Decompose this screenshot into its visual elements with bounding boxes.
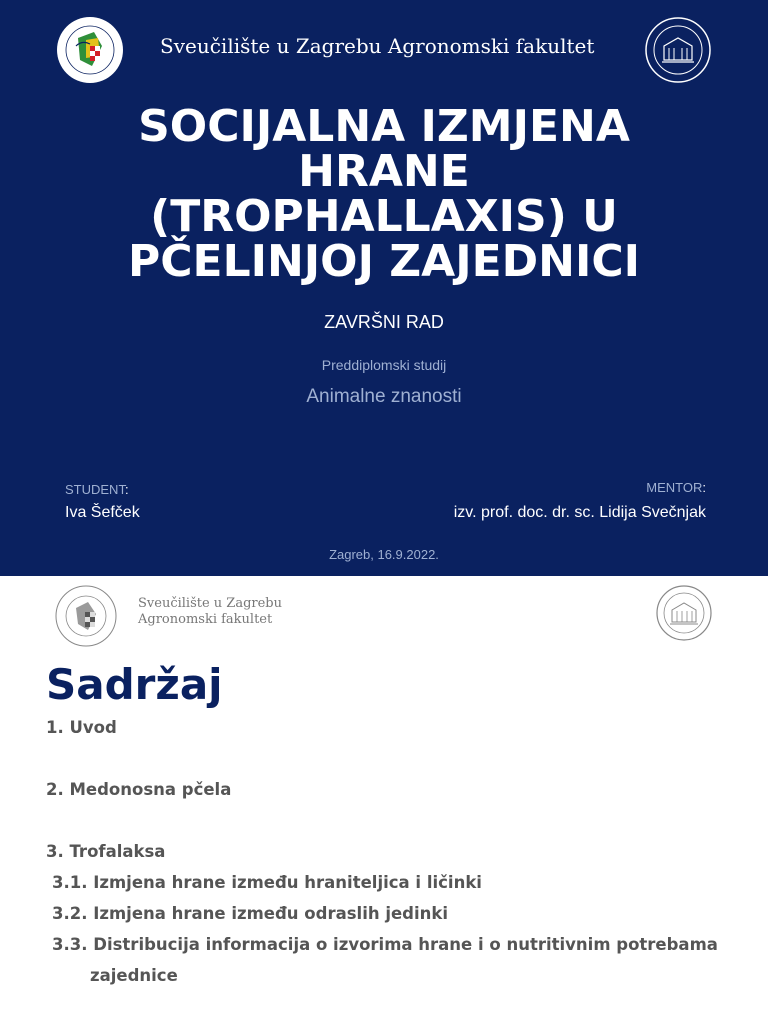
toc-item: 3.2. Izmjena hrane između odraslih jedinki xyxy=(52,904,449,923)
title-line: PČELINJOJ ZAJEDNICI xyxy=(127,236,641,287)
title-line: (TROPHALLAXIS) U xyxy=(150,191,618,242)
toc-item: 3.1. Izmjena hrane između hraniteljica i ličinki xyxy=(52,873,482,892)
title-line: HRANE xyxy=(298,146,470,197)
thesis-title xyxy=(0,101,768,287)
toc-item: 1. Uvod xyxy=(46,718,117,737)
university-seal-logo xyxy=(655,584,713,642)
university-header: Sveučilište u Zagrebu Agronomski fakultet xyxy=(160,34,595,58)
toc-item: zajednice xyxy=(90,966,178,985)
student-name: Iva Šefček xyxy=(65,504,140,521)
university-seal-logo xyxy=(644,16,712,84)
thesis-type: ZAVRŠNI RAD xyxy=(324,312,444,332)
toc-item: 3. Trofalaksa xyxy=(46,842,166,861)
university-header: Sveučilište u Zagrebu Agronomski fakultet xyxy=(138,596,283,627)
place-date: Zagreb, 16.9.2022. xyxy=(329,547,439,562)
mentor-name: izv. prof. doc. dr. sc. Lidija Svečnjak xyxy=(453,504,706,521)
toc-item: 2. Medonosna pčela xyxy=(46,780,232,799)
mentor-label: MENTOR: xyxy=(646,480,706,495)
student-label: STUDENT: xyxy=(65,482,129,497)
study-level: Preddiplomski studij xyxy=(321,357,447,373)
faculty-crest-logo xyxy=(54,584,118,648)
contents-title: Sadržaj xyxy=(46,660,223,709)
title-line: SOCIJALNA IZMJENA xyxy=(138,101,630,152)
faculty-crest-logo xyxy=(56,16,124,84)
toc-item: 3.3. Distribucija informacija o izvorima hrane i o nutritivnim potrebama xyxy=(52,935,718,954)
study-field: Animalne znanosti xyxy=(306,386,462,407)
contents-slide xyxy=(0,576,768,1024)
